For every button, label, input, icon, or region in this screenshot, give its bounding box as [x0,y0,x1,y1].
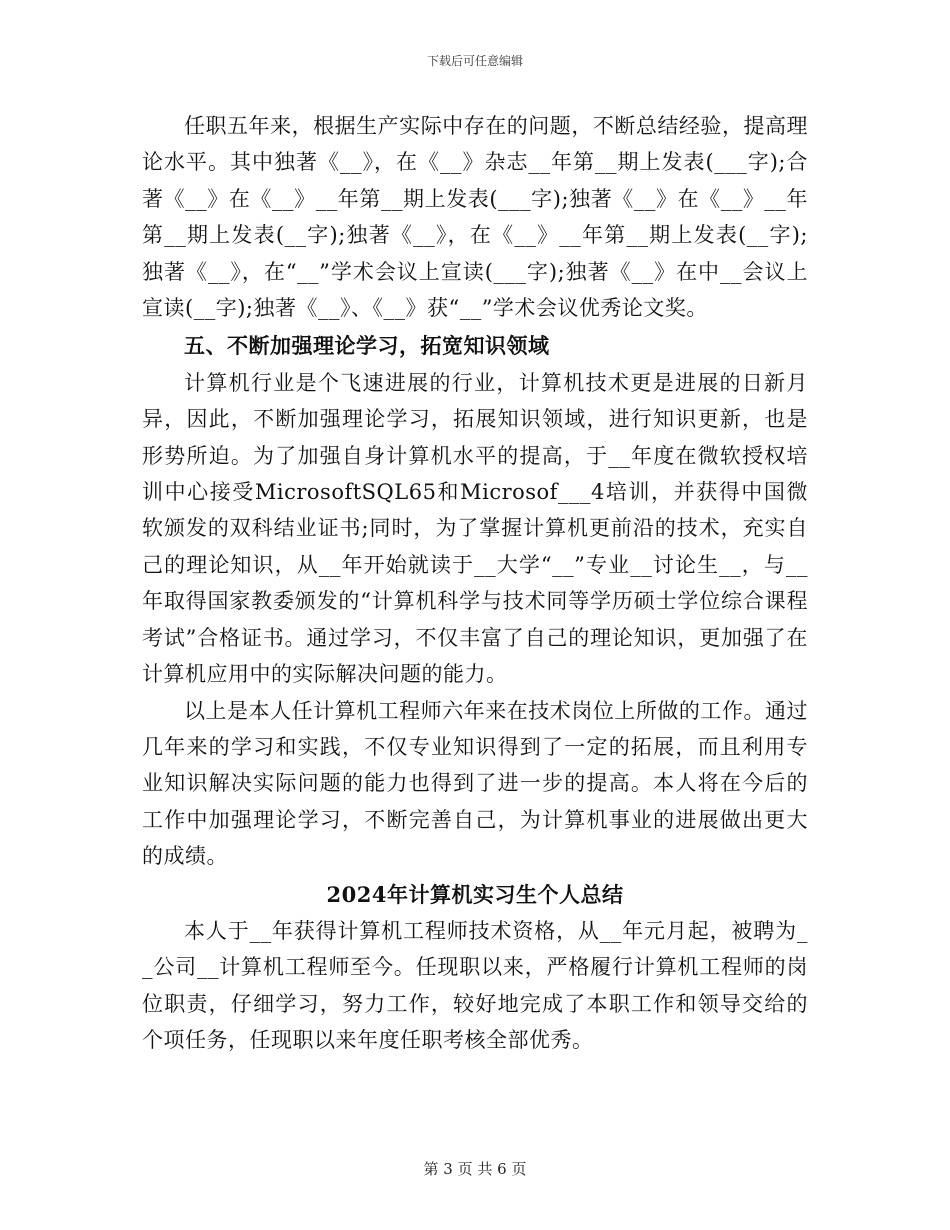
paragraph-intro: 本人于__年获得计算机工程师技术资格，从__年元月起，被聘为__公司__计算机工程师至今。任现职以来，严格履行计算机工程师的岗位职责，仔细学习，努力工作，较好地完成了本职工作和领导交给的个项任务，任现职以来年度任职考核全部优秀。 [142,918,808,1053]
document-body [142,108,808,1059]
paragraph-summary: 以上是本人任计算机工程师六年来在技术岗位上所做的工作。通过几年来的学习和实践，不仅专业知识得到了一定的拓展，而且利用专业知识解决实际问题的能力也得到了进一步的提高。本人将在今后的工作中加强理论学习，不断完善自己，为计算机事业的进展做出更大的成绩。 [142,698,808,869]
page-header: 下载后可任意编辑 [426,54,523,68]
section-heading-5: 五、不断加强理论学习，拓宽知识领域 [184,333,550,359]
paragraph-learning: 计算机行业是个飞速进展的行业，计算机技术更是进展的日新月异，因此，不断加强理论学习，拓展知识领域，进行知识更新，也是形势所迫。为了加强自身计算机水平的提高，于__年度在微软授权培训中心接受MicrosoftSQL65和Microsof___4培训，并获得中国微软颁发的双科结业证书;同时，为了掌握计算机更前沿的技术，充实自己的理论知识，从__年开始就读于__大学“__”专业__讨论生__，与__年取得国家教委颁发的“计算机科学与技术同等学历硕士学位综合课程考试”合格证书。通过学习，不仅丰富了自己的理论知识，更加强了在计算机应用中的实际解决问题的能力。 [142,370,808,687]
paragraph-publications: 任职五年来，根据生产实际中存在的问题，不断总结经验，提高理论水平。其中独著《__》，在《__》杂志__年第__期上发表(___字);合著《__》在《__》__年第__期上发表(___字);独著《__》在《__》__年第__期上发表(__字);独著《__》，在《__》__年第__期上发表(__字);独著《__》，在“__”学术会议上宣读(___字);独著《__》在中__会议上宣读(__字);独著《__》、《__》获“__”学术会议优秀论文奖。 [142,114,808,321]
document-title: 2024年计算机实习生个人总结 [326,881,624,907]
page-footer: 第 3 页 共 6 页 [423,1160,527,1178]
